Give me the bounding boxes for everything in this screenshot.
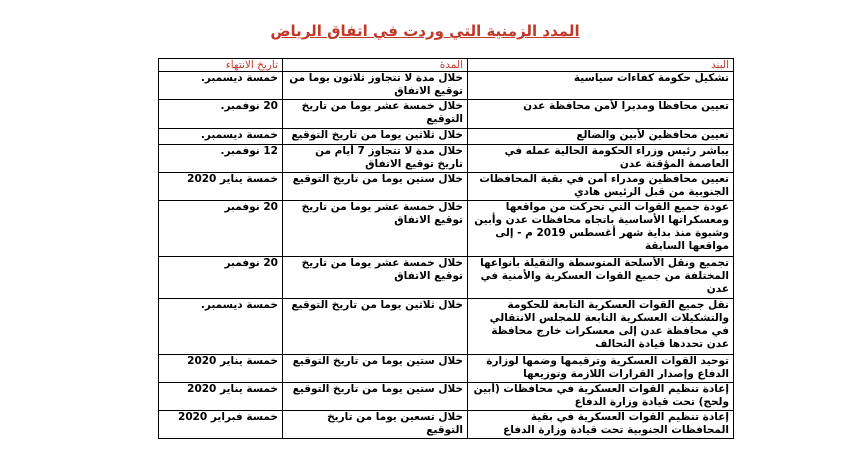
table-row [159, 299, 734, 355]
item-cell: تعيين محافظين لأبين والضالع [468, 129, 734, 145]
item-cell: تجميع ونقل الأسلحة المتوسطة والثقيلة بأنواعها المختلفة من جميع القوات العسكرية والأمنية في عدن [468, 257, 734, 299]
end-date-cell: خمسة يناير 2020 [159, 173, 283, 201]
period-cell: خلال ثلاثين يوما من تاريخ التوقيع [283, 299, 468, 355]
item-cell: تعيين محافظين ومدراء أمن في بقية المحافظات الجنوبية من قبل الرئيس هادي [468, 173, 734, 201]
end-date-cell: خمسة ديسمبر. [159, 299, 283, 355]
period-cell: خلال مدة لا تتجاوز 7 أيام من تاريخ توقيع الاتفاق [283, 145, 468, 173]
end-date-cell: خمسة يناير 2020 [159, 383, 283, 411]
table-row [159, 201, 734, 257]
table-row [159, 411, 734, 439]
end-date-cell: 20 نوفمبر [159, 257, 283, 299]
item-cell: تعيين محافظا ومديرا لأمن محافظة عدن [468, 100, 734, 129]
header-period: المدة [283, 59, 468, 72]
item-cell: نقل جميع القوات العسكرية التابعة للحكومة والتشكيلات العسكرية التابعة للمجلس الانتقالي في محافظة عدن إلى معسكرات خارج محافظة عدن تحددها قيادة التحالف [468, 299, 734, 355]
period-cell: خلال ستين يوما من تاريخ التوقيع [283, 383, 468, 411]
table-row [159, 257, 734, 299]
item-cell: يباشر رئيس وزراء الحكومة الحالية عمله في العاصمة المؤقتة عدن [468, 145, 734, 173]
item-cell: إعادة تنظيم القوات العسكرية في بقية المحافظات الجنوبية تحت قيادة وزارة الدفاع [468, 411, 734, 439]
document-title: المدد الزمنية التي وردت في اتفاق الرياض [270, 22, 580, 40]
period-cell: خلال ستين يوما من تاريخ التوقيع [283, 173, 468, 201]
table-row [159, 72, 734, 100]
end-date-cell: 20 نوفمبر. [159, 100, 283, 129]
timeline-table [158, 58, 734, 439]
period-cell: خلال خمسة عشر يوما من تاريخ توقيع الاتفاق [283, 257, 468, 299]
table-row [159, 173, 734, 201]
period-cell: خلال ستين يوما من تاريخ التوقيع [283, 355, 468, 383]
table-row [159, 100, 734, 129]
header-item: البند [468, 59, 734, 72]
table-header-row [159, 59, 734, 72]
period-cell: خلال تسعين يوما من تاريخ التوقيع [283, 411, 468, 439]
item-cell: إعادة تنظيم القوات العسكرية في محافظات (أبين ولحج) تحت قيادة وزارة الدفاع [468, 383, 734, 411]
item-cell: توحيد القوات العسكرية وترقيمها وضمها لوزارة الدفاع وإصدار القرارات اللازمة وتوزيعها [468, 355, 734, 383]
item-cell: عودة جميع القوات التي تحركت من مواقعها ومعسكراتها الأساسية باتجاه محافظات عدن وأبين وشبوة منذ بداية شهر أغسطس 2019 م - إلى مواقعها السابقة [468, 201, 734, 257]
table-row [159, 383, 734, 411]
end-date-cell: خمسة فبراير 2020 [159, 411, 283, 439]
item-cell: تشكيل حكومة كفاءات سياسية [468, 72, 734, 100]
end-date-cell: خمسة يناير 2020 [159, 355, 283, 383]
table-row [159, 145, 734, 173]
period-cell: خلال مدة لا تتجاوز ثلاثون يوما من توقيع الاتفاق [283, 72, 468, 100]
table-row [159, 129, 734, 145]
end-date-cell: خمسة ديسمبر. [159, 72, 283, 100]
period-cell: خلال خمسة عشر يوما من تاريخ توقيع الاتفاق [283, 201, 468, 257]
end-date-cell: 20 نوفمبر [159, 201, 283, 257]
table-row [159, 355, 734, 383]
end-date-cell: خمسة ديسمبر. [159, 129, 283, 145]
period-cell: خلال ثلاثين يوما من تاريخ التوقيع [283, 129, 468, 145]
end-date-cell: 12 نوفمبر. [159, 145, 283, 173]
header-end-date: تاريخ الانتهاء [159, 59, 283, 72]
period-cell: خلال خمسة عشر يوما من تاريخ التوقيع [283, 100, 468, 129]
